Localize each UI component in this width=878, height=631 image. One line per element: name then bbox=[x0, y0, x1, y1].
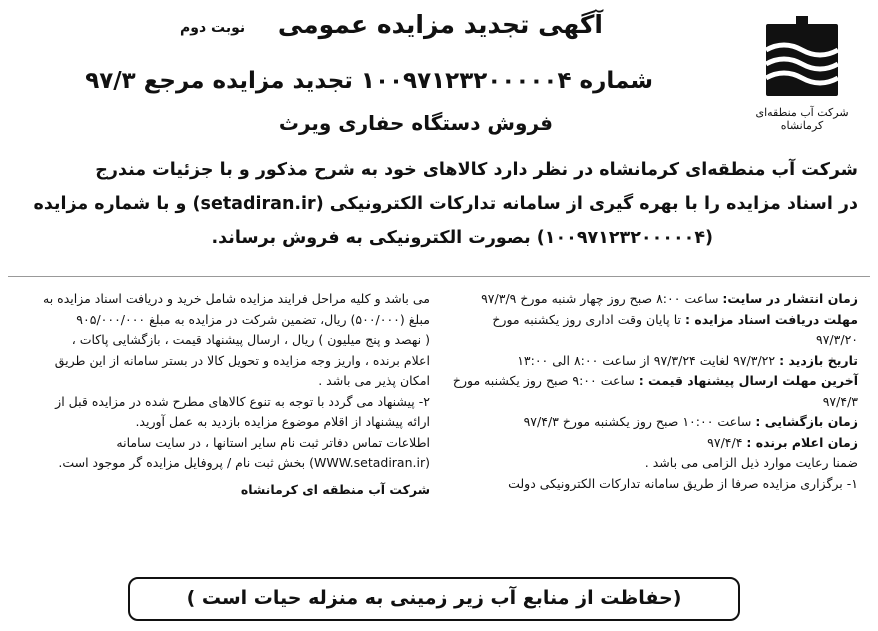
conditions-line: می باشد و کلیه مراحل فرایند مزایده شامل خرید و دریافت اسناد مزایده به bbox=[43, 291, 430, 306]
conditions-line: (WWW.setadiran.ir) بخش ثبت نام / پروفایل مزایده گر موجود است. bbox=[58, 455, 430, 470]
conditions-line: ارائه پیشنهاد از اقلام موضوع مزایده بازدید به عمل آورید. bbox=[135, 414, 430, 429]
conditions-line: امکان پذیر می باشد . bbox=[318, 373, 430, 388]
schedule-line: زمان بازگشایی : ساعت ۱۰:۰۰ صبح روز یکشنبه مورخ ۹۷/۴/۳ bbox=[523, 414, 858, 429]
round-label: نوبت دوم bbox=[180, 20, 246, 36]
intro-line-3: (۱۰۰۹۷۱۲۳۲۰۰۰۰۰۴) بصورت الکترونیکی به فروش برساند. bbox=[211, 228, 713, 248]
signature-line: شرکت آب منطقه ای کرمانشاه bbox=[240, 481, 430, 497]
schedule-line: تاریخ بازدید : ۹۷/۳/۲۲ لغایت ۹۷/۳/۲۴ از ساعت ۸:۰۰ الی ۱۳:۰۰ bbox=[517, 352, 858, 368]
intro-line-1: شرکت آب منطقه‌ای کرمانشاه در نظر دارد کالاهای خود به شرح مذکور و با جزئیات مندرج bbox=[95, 160, 858, 180]
schedule-line: زمان اعلام برنده : ۹۷/۴/۴ bbox=[707, 434, 858, 450]
schedule-line: ۹۷/۳/۲۰ bbox=[816, 332, 858, 347]
conditions-line: ( نهصد و پنج میلیون ) ریال ، ارسال پیشنهاد قیمت ، بازگشایی پاکات ، bbox=[71, 332, 430, 347]
company-logo bbox=[740, 16, 864, 134]
schedule-line: ۹۷/۴/۳ bbox=[822, 393, 858, 409]
water-company-logo-icon bbox=[756, 16, 848, 102]
schedule-line: مهلت دریافت اسناد مزایده : تا پایان وقت اداری روز یکشنبه مورخ bbox=[492, 311, 858, 327]
auction-subject: فروش دستگاه حفاری ویرث bbox=[278, 111, 553, 135]
conditions-line: ۲- پیشنهاد می گردد با توجه به تنوع کالاهای مطرح شده در مزایده قبل از bbox=[55, 393, 430, 409]
conditions-column bbox=[10, 289, 430, 500]
intro-line-2: در اسناد مزایده را با بهره گیری از سامانه تدارکات الکترونیکی (setadiran.ir) و با شماره مزایده bbox=[33, 194, 858, 214]
main-title: آگهی تجدید مزایده عمومی bbox=[277, 10, 603, 39]
schedule-column bbox=[423, 289, 858, 494]
section-divider bbox=[8, 276, 870, 277]
auction-number-line: شماره ۱۰۰۹۷۱۲۳۲۰۰۰۰۰۴ تجدید مزایده مرجع ۹۷/۳ bbox=[85, 68, 653, 94]
logo-caption: شرکت آب منطقه‌ای کرمانشاه bbox=[755, 106, 849, 132]
schedule-line: ضمنا رعایت موارد ذیل الزامی می باشد . bbox=[644, 455, 858, 470]
schedule-line: زمان انتشار در سایت: ساعت ۸:۰۰ صبح روز چهار شنبه مورخ ۹۷/۳/۹ bbox=[481, 291, 858, 306]
conditions-line: اعلام برنده ، واریز وجه مزایده و تحویل کالا در بستر سامانه از این طریق bbox=[54, 352, 430, 368]
schedule-line: ۱- برگزاری مزایده صرفا از طریق سامانه تدارکات الکترونیکی دولت bbox=[508, 475, 858, 491]
footer-slogan: (حفاظت از منابع آب زیر زمینی به منزله حیات است ) bbox=[128, 577, 740, 621]
conditions-line: اطلاعات تماس دفاتر ثبت نام سایر استانها ، در سایت سامانه bbox=[116, 434, 430, 450]
conditions-line: مبلغ (۵۰۰/۰۰۰) ریال، تضمین شرکت در مزایده به مبلغ ۹۰۵/۰۰۰/۰۰۰ bbox=[76, 311, 430, 327]
schedule-line: آخرین مهلت ارسال پیشنهاد قیمت : ساعت ۹:۰۰ صبح روز یکشنبه مورخ bbox=[452, 373, 858, 388]
